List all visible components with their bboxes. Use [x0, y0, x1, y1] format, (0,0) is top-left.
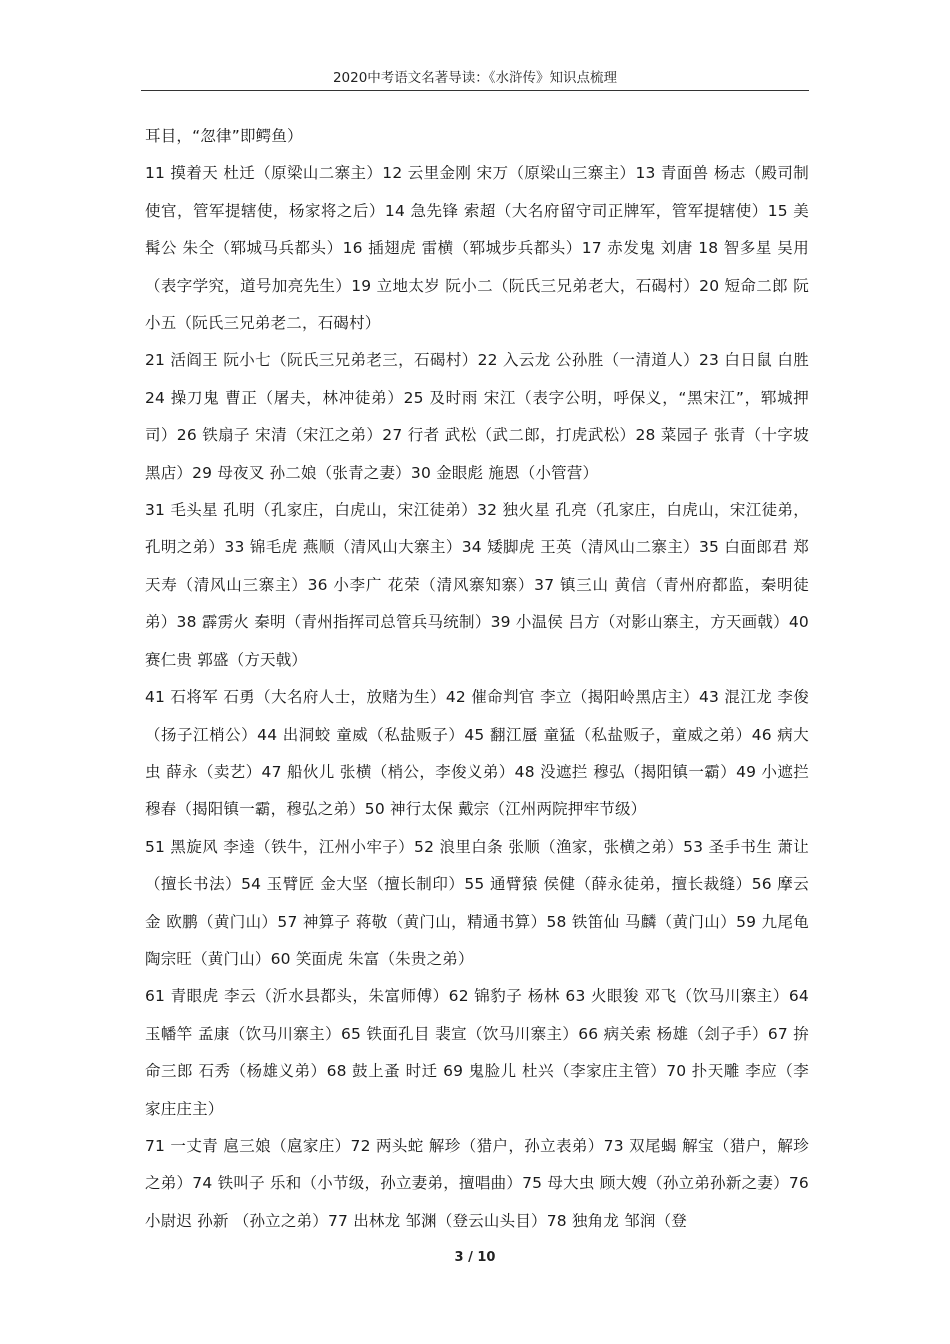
paragraph-entries-11-20: 11 摸着天 杜迁（原梁山二寨主）12 云里金刚 宋万（原梁山三寨主）13 青面兽 杨志（殿司制使官，管军提辖使，杨家将之后）14 急先锋 索超（大名府留守司正牌军，管军提辖使）15 美髯公 朱仝（郓城马兵都头）16 插翅虎 雷横（郓城步兵都头）17 赤发鬼 刘唐 18 智多星 吴用（表字学究，道号加亮先生）19 立地太岁 阮小二（阮氏三兄弟老大，石碣村）20 短命二郎 阮小五（阮氏三兄弟老二，石碣村） [145, 164, 809, 333]
page-total: 10 [477, 1250, 496, 1265]
paragraph-entries-21-30: 21 活阎王 阮小七（阮氏三兄弟老三，石碣村）22 入云龙 公孙胜（一清道人）23 白日鼠 白胜 24 操刀鬼 曹正（屠夫，林冲徒弟）25 及时雨 宋江（表字公明，呼保义，“黑宋江”，郓城押司）26 铁扇子 宋清（宋江之弟）27 行者 武松（武二郎，打虎武松）28 菜园子 张青（十字坡黑店）29 母夜叉 孙二娘（张青之妻）30 金眼彪 施恩（小管营） [145, 351, 809, 482]
paragraph-entries-41-50: 41 石将军 石勇（大名府人士，放赌为生）42 催命判官 李立（揭阳岭黑店主）43 混江龙 李俊（扬子江梢公）44 出洞蛟 童威（私盐贩子）45 翻江蜃 童猛（私盐贩子，童威之弟）46 病大虫 薛永（卖艺）47 船伙儿 张横（梢公，李俊义弟）48 没遮拦 穆弘（揭阳镇一霸）49 小遮拦 穆春（揭阳镇一霸，穆弘之弟）50 神行太保 戴宗（江州两院押牢节级） [145, 688, 809, 819]
page-current: 3 [454, 1250, 464, 1265]
paragraph-entries-51-60: 51 黑旋风 李逵（铁牛，江州小牢子）52 浪里白条 张顺（渔家，张横之弟）53 圣手书生 萧让（擅长书法）54 玉臂匠 金大坚（擅长制印）55 通臂猿 侯健（薛永徒弟，擅长裁缝）56 摩云金 欧鹏（黄门山）57 神算子 蒋敬（黄门山，精通书算）58 铁笛仙 马麟（黄门山）59 九尾龟 陶宗旺（黄门山）60 笑面虎 朱富（朱贵之弟） [145, 837, 809, 968]
header-divider [141, 90, 809, 91]
paragraph-entries-31-40: 31 毛头星 孔明（孔家庄，白虎山，宋江徒弟）32 独火星 孔亮（孔家庄，白虎山，宋江徒弟，孔明之弟）33 锦毛虎 燕顺（清风山大寨主）34 矮脚虎 王英（清风山二寨主）35 白面郎君 郑天寿（清风山三寨主）36 小李广 花荣（清风寨知寨）37 镇三山 黄信（青州府都监，秦明徒弟）38 霹雳火 秦明（青州指挥司总管兵马统制）39 小温侯 吕方（对影山寨主，方天画戟）40 赛仁贵 郭盛（方天戟） [145, 501, 809, 669]
paragraph-continuation: 耳目，“忽律”即鳄鱼） [145, 127, 303, 145]
page-header [141, 68, 809, 89]
document-body [145, 118, 809, 1240]
paragraph-entries-61-70: 61 青眼虎 李云（沂水县都头，朱富师傅）62 锦豹子 杨林 63 火眼狻 邓飞（饮马川寨主）64 玉幡竿 孟康（饮马川寨主）65 铁面孔目 裴宣（饮马川寨主）66 病关索 杨雄（刽子手）67 拚命三郎 石秀（杨雄义弟）68 鼓上蚤 时迁 69 鬼脸儿 杜兴（李家庄主管）70 扑天雕 李应（李家庄庄主） [145, 987, 809, 1118]
document-title: 2020中考语文名著导读：《水浒传》知识点梳理 [332, 70, 618, 86]
page-separator: / [468, 1250, 473, 1265]
paragraph-entries-71-78: 71 一丈青 扈三娘（扈家庄）72 两头蛇 解珍（猎户，孙立表弟）73 双尾蝎 解宝（猎户，解珍之弟）74 铁叫子 乐和（小节级，孙立妻弟，擅唱曲）75 母大虫 顾大嫂（孙立弟孙新之妻）76 小尉迟 孙新 （孙立之弟）77 出林龙 邹渊（登云山头目）78 独角龙 邹润（登 [145, 1136, 809, 1230]
page-number [0, 1250, 950, 1265]
